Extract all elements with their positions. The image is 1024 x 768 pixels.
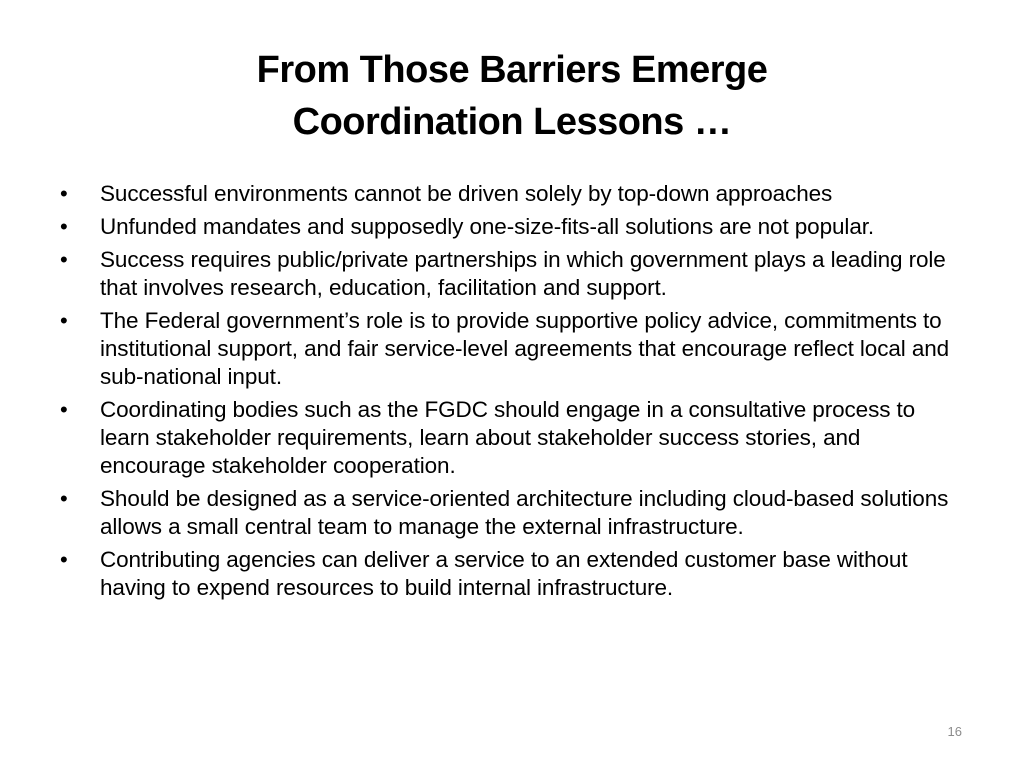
bullet-icon: • bbox=[60, 397, 68, 422]
slide-title-line-1: From Those Barriers Emerge bbox=[256, 49, 768, 91]
bullet-text: Successful environments cannot be driven solely by top-down approaches bbox=[100, 181, 833, 206]
bullet-text: Contributing agencies can deliver a service to an extended customer base without having to expend resources to build internal infrastructure. bbox=[100, 547, 908, 600]
bullet-icon: • bbox=[60, 214, 68, 239]
bullet-icon: • bbox=[60, 308, 68, 333]
bullet-icon: • bbox=[60, 486, 68, 511]
slide-title-line-2: Coordination Lessons … bbox=[292, 101, 732, 143]
bullet-text: Unfunded mandates and supposedly one-size-fits-all solutions are not popular. bbox=[100, 214, 875, 239]
bullet-item bbox=[58, 546, 970, 602]
bullet-text: Coordinating bodies such as the FGDC should engage in a consultative process to learn stakeholder requirements, learn about stakeholder success stories, and encourage stakeholder cooperation. bbox=[100, 397, 916, 478]
bullet-item bbox=[58, 246, 970, 302]
bullet-icon: • bbox=[60, 547, 68, 572]
bullet-text: The Federal government’s role is to provide supportive policy advice, commitments to institutional support, and fair service-level agreements that encourage reflect local and sub-national input. bbox=[100, 308, 950, 389]
bullet-text: Success requires public/private partnerships in which government plays a leading role that involves research, education, facilitation and support. bbox=[100, 247, 946, 300]
bullet-item bbox=[58, 485, 970, 541]
slide-title bbox=[60, 44, 964, 148]
bullet-item bbox=[58, 180, 970, 208]
bullet-item bbox=[58, 213, 970, 241]
bullet-icon: • bbox=[60, 181, 68, 206]
page-number: 16 bbox=[947, 724, 962, 739]
bullet-text: Should be designed as a service-oriented architecture including cloud-based solutions allows a small central team to manage the external infrastructure. bbox=[100, 486, 949, 539]
bullet-list bbox=[58, 180, 970, 607]
bullet-item bbox=[58, 307, 970, 391]
bullet-item bbox=[58, 396, 970, 480]
bullet-icon: • bbox=[60, 247, 68, 272]
